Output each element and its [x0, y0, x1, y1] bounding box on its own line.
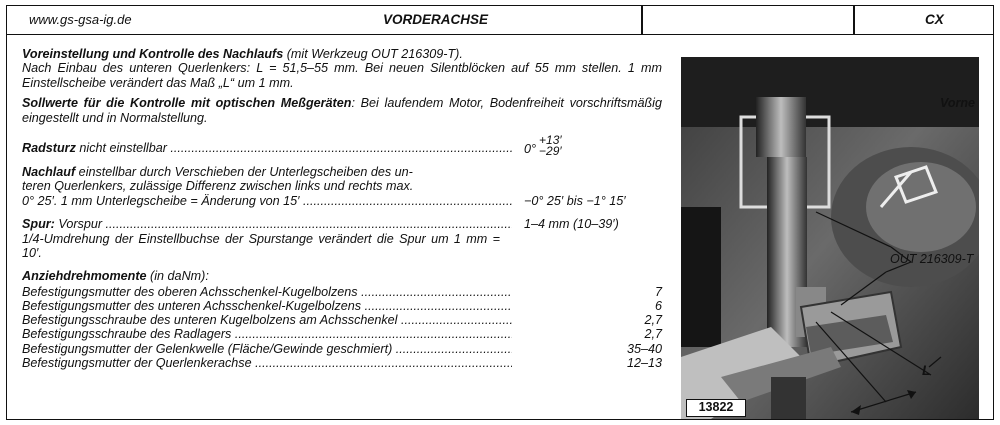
- camber-tol-plus: +13′: [539, 133, 562, 148]
- label-front: Vorne: [940, 96, 975, 110]
- torque-value: 2,7: [644, 327, 662, 342]
- caster-text-line2: teren Querlenkers, zulässige Differenz zwischen links und rechts max.: [22, 179, 414, 194]
- torque-label-text: Befestigungsmutter des unteren Achsschenkel-Kugelbolzens .....: [22, 299, 512, 313]
- label-tool: OUT 216309-T: [890, 252, 974, 266]
- header-model: CX: [925, 12, 944, 27]
- caster-preset-text: Nach Einbau des unteren Querlenkers: L = 51,5–55 mm. Bei neuen Silentblöcken auf 55 mm stellen. 1 mm Einstellscheibe verändert das Maß „L“ um 1 mm.: [22, 61, 662, 90]
- header-url: www.gs-gsa-ig.de: [29, 12, 132, 27]
- caster-text-line1: einstellbar durch Verschieben der Unterlegscheiben des un-: [75, 165, 413, 180]
- torque-value: 35–40: [626, 341, 662, 356]
- toe-label: Spur:: [22, 217, 55, 232]
- toe-label-rest: Vorspur .....: [55, 217, 512, 231]
- optical-check-text: : Bei laufendem Motor, Bodenfreiheit vorschriftsmäßig eingestellt und in Normalstellung.: [22, 96, 662, 125]
- torque-label-text: Befestigungsmutter des oberen Achsschenkel-Kugelbolzens .....: [22, 285, 512, 299]
- camber-row: [22, 135, 662, 157]
- camber-label-rest: nicht einstellbar .....: [76, 141, 512, 155]
- torque-heading: Anziehdrehmomente: [22, 269, 147, 284]
- camber-tolerance: [539, 135, 562, 157]
- header-divider: [641, 6, 643, 34]
- caster-preset-heading: Voreinstellung und Kontrolle des Nachlaufs: [22, 47, 284, 61]
- torque-value: 6: [654, 299, 662, 314]
- toe-row: [22, 217, 662, 231]
- torque-value: 7: [654, 284, 662, 299]
- torque-row: [22, 313, 662, 327]
- header-bar: [7, 6, 993, 35]
- toe-value: 1–4 mm (10–39′): [524, 217, 619, 232]
- torque-row: [22, 299, 662, 313]
- torque-value: 2,7: [644, 313, 662, 328]
- torque-value: 12–13: [626, 355, 662, 370]
- torque-label-text: Befestigungsschraube des unteren Kugelbolzens am Achsschenkel .....: [22, 313, 512, 327]
- torque-label: [22, 356, 512, 370]
- caster-value: −0° 25′ bis −1° 15′: [524, 193, 626, 208]
- camber-tol-minus: −29′: [539, 144, 562, 159]
- caster-label: Nachlauf: [22, 165, 76, 180]
- torque-row: [22, 327, 662, 341]
- caster-value-row: [22, 194, 662, 208]
- torque-table: [22, 285, 662, 370]
- caster-section: [22, 165, 662, 208]
- toe-note: 1/4-Umdrehung der Einstellbuchse der Spurstange verändert die Spur um 1 mm = 10′.: [22, 231, 500, 261]
- front-axle-photo: [681, 57, 979, 419]
- torque-label: [22, 299, 512, 313]
- optical-check-section: [22, 96, 662, 125]
- torque-label-text: Befestigungsmutter der Gelenkwelle (Fläche/Gewinde geschmiert) .....: [22, 342, 512, 356]
- torque-section: [22, 269, 662, 370]
- optical-check-heading: Sollwerte für die Kontrolle mit optischen Meßgeräten: [22, 96, 352, 111]
- torque-row: [22, 285, 662, 299]
- torque-heading-note: (in daNm):: [146, 269, 209, 284]
- toe-section: [22, 217, 662, 260]
- figure-number: 13822: [686, 399, 746, 417]
- torque-label: [22, 313, 512, 327]
- caster-preset-section: [22, 47, 662, 90]
- caster-preset-heading-note: (mit Werkzeug OUT 216309-T).: [283, 47, 463, 61]
- camber-value: 0°: [524, 141, 537, 156]
- camber-label: Radsturz: [22, 141, 76, 156]
- torque-label-text: Befestigungsschraube des Radlagers .....: [22, 327, 512, 341]
- torque-label: [22, 327, 512, 341]
- torque-row: [22, 356, 662, 370]
- torque-row: [22, 342, 662, 356]
- torque-label: [22, 342, 512, 356]
- torque-label: [22, 285, 512, 299]
- header-title: VORDERACHSE: [383, 12, 489, 27]
- caster-text-line3: 0° 25′. 1 mm Unterlegscheibe = Änderung von 15′ .....: [22, 194, 512, 208]
- torque-label-text: Befestigungsmutter der Querlenkerachse .....: [22, 356, 512, 370]
- header-divider: [853, 6, 855, 34]
- dimension-label: L: [922, 362, 931, 378]
- main-text: [22, 47, 662, 370]
